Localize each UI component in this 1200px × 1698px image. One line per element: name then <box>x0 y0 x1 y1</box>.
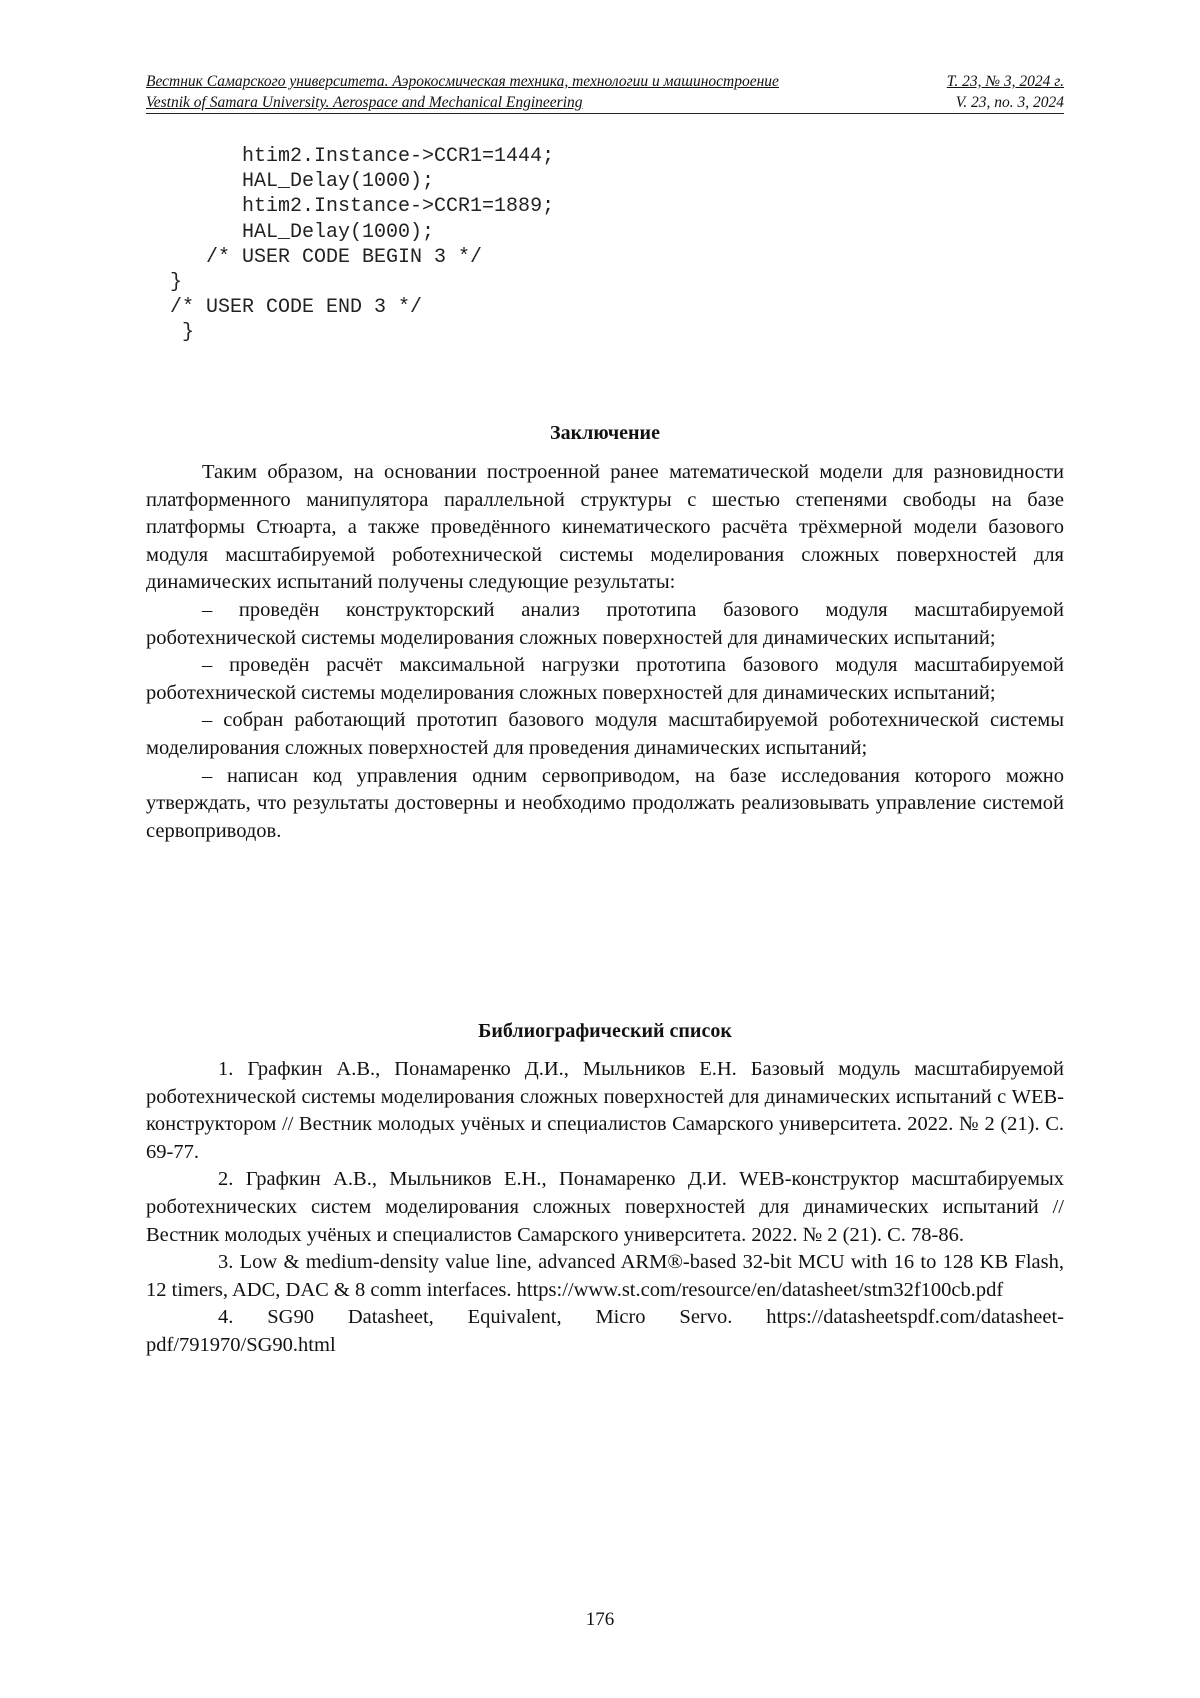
conclusion-paragraph: Таким образом, на основании построенной ранее математической модели для разновидности платформенного манипулятора параллельной структуры с шестью степенями свободы на базе платформы Стюарта, а также проведённого кинематического расчёта трёхмерной модели базового модуля масштабируемой роботехнической системы моделирования сложных поверхностей для динамических испытаний получены следующие результаты: <box>146 461 1064 594</box>
code-line: htim2.Instance->CCR1=1889; <box>146 195 555 219</box>
reference-item: 1. Графкин А.В., Понамаренко Д.И., Мыльников Е.Н. Базовый модуль масштабируемой роботехнической системы моделирования сложных поверхностей для динамических испытаний с WEB-конструктором // Вестник молодых учёных и специалистов Самарского университета. 2022. № 2 (21). С. 69-77. <box>146 1058 1064 1163</box>
code-line: HAL_Delay(1000); <box>146 170 435 194</box>
result-item: – проведён конструкторский анализ прототипа базового модуля масштабируемой роботехнической системы моделирования сложных поверхностей для динамических испытаний; <box>146 598 1064 649</box>
code-line: HAL_Delay(1000); <box>146 220 435 244</box>
code-line: /* USER CODE END 3 */ <box>146 296 423 320</box>
journal-title-en: Vestnik of Samara University. Aerospace and Mechanical Engineering <box>146 94 583 111</box>
result-item: – написан код управления одним сервоприводом, на базе исследования которого можно утверждать, что результаты достоверны и необходимо продолжать реализовывать управление системой сервоприводов. <box>146 764 1064 842</box>
code-line: } <box>146 321 195 345</box>
reference-item[interactable]: 3. Low & medium-density value line, advanced ARM®-based 32-bit MCU with 16 to 128 KB Flash, 12 timers, ADC, DAC & 8 comm interfaces. https://www.st.com/resource/en/datasheet/stm32f100cb.pdf <box>146 1251 1064 1301</box>
volume-info-ru: Т. 23, № 3, 2024 г. <box>946 73 1064 90</box>
conclusion-body <box>146 459 1064 845</box>
journal-title-ru: Вестник Самарского университета. Аэрокосмическая техника, технологии и машиностроение <box>146 73 779 90</box>
code-line: htim2.Instance->CCR1=1444; <box>146 145 555 168</box>
running-header-ru <box>146 72 1064 92</box>
code-line: /* USER CODE BEGIN 3 */ <box>146 245 483 269</box>
result-item: – собран работающий прототип базового модуля масштабируемой роботехнической системы моделирования сложных поверхностей для проведения динамических испытаний; <box>146 709 1064 759</box>
code-line: } <box>146 270 183 294</box>
page-number: 176 <box>585 1609 615 1630</box>
reference-item[interactable]: 4. SG90 Datasheet, Equivalent, Micro Servo. https://datasheetspdf.com/datasheet-pdf/791970/SG90.html <box>146 1306 1064 1356</box>
reference-list <box>146 1056 1064 1360</box>
references-heading: Библиографический список <box>478 1020 732 1042</box>
code-listing <box>146 144 554 346</box>
running-header-en <box>146 93 1064 114</box>
reference-item: 2. Графкин А.В., Мыльников Е.Н., Понамаренко Д.И. WEB-конструктор масштабируемых роботехнических систем моделирования сложных поверхностей для динамических испытаний // Вестник молодых учёных и специалистов Самарского университета. 2022. № 2 (21). С. 78-86. <box>146 1168 1064 1246</box>
volume-info-en: V. 23, no. 3, 2024 <box>955 94 1064 111</box>
result-item: – проведён расчёт максимальной нагрузки прототипа базового модуля масштабируемой роботехнической системы моделирования сложных поверхностей для динамических испытаний; <box>146 654 1064 704</box>
conclusion-heading: Заключение <box>550 422 660 444</box>
